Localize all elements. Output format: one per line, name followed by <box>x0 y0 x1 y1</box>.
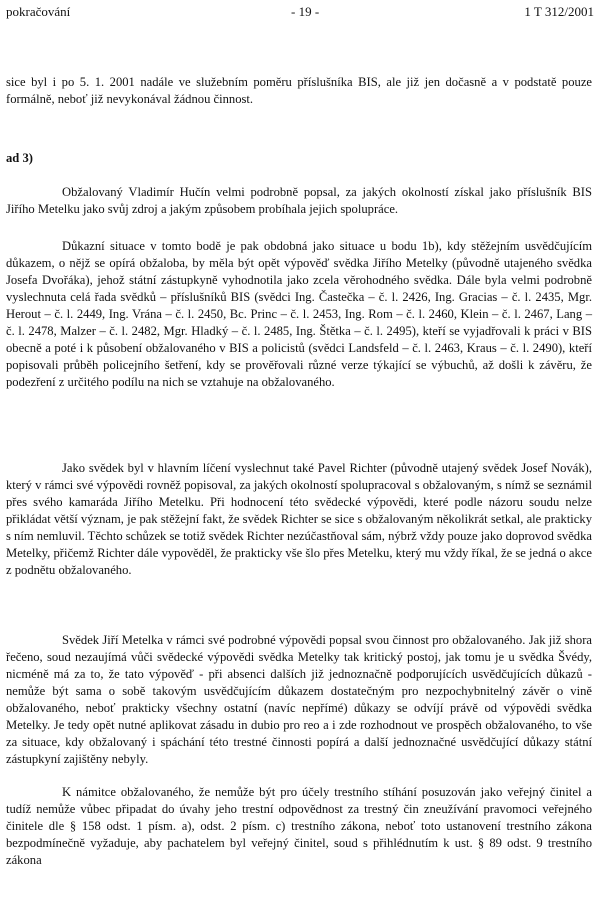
paragraph-1: Obžalovaný Vladimír Hučín velmi podrobně popsal, za jakých okolností získal jako příslušník BIS Jiřího Metelku jako svůj zdroj a jakým způsobem probíhala jejich spolupráce. <box>6 185 592 216</box>
paragraph-continuation: sice byl i po 5. 1. 2001 nadále ve služebním poměru příslušníka BIS, ale již jen dočasně a v podstatě pouze formálně, neboť již nevykonával žádnou činnost. <box>6 75 592 106</box>
paragraph-4: Svědek Jiří Metelka v rámci své podrobné výpovědi popsal svou činnost pro obžalovaného. Jak již shora řečeno, soud nezaujímá vůči svědecké výpovědi svědka Metelky tak kritický postoj, jak tomu je u svědka Švédy, nicméně má za to, že tato výpověď - při absenci dalších již jednoznačně podporujících usvědčujících důkazů - nemůže být sama o sobě takovým usvědčujícím důkazem dostatečným pro nezpochybnitelný závěr o vině obžalovaného, neboť prakticky všechny ostatní (navíc nepřímé) důkazy se odvíjí právě od výpovědi svědka Metelky. Je tedy opět nutné aplikovat zásadu in dubio pro reo a i zde rozhodnout ve prospěch obžalovaného, to vše za situace, kdy obžalovaný i spáchání této trestné činnosti popírá a další jednoznačné usvědčující důkazy státní zástupkyní zajištěny nebyly. <box>6 633 592 766</box>
paragraph-3: Jako svědek byl v hlavním líčení vyslechnut také Pavel Richter (původně utajený svědek Josef Novák), který v rámci své výpovědi rovněž popisoval, za jakých okolností spolupracoval s obžalovaným, s nímž se seznámil přes svého kamaráda Jiřího Metelku. Při hodnocení této svědecké výpovědi, které podle názoru soudu nelze přikládat větší význam, je pak stěžejní fakt, že svědek Richter se sice s obžalovaným několikrát setkal, ale prakticky s ním nemluvil. Těchto schůzek se totiž svědek Richter nezúčastňoval sám, nýbrž vždy pouze jako doprovod svědka Metelky, přičemž Richter dále vypověděl, že prakticky vše šlo přes Metelku, který mu vždy říkal, že se jedná o akce z podnětu obžalovaného. <box>6 461 592 577</box>
paragraph-2: Důkazní situace v tomto bodě je pak obdobná jako situace u bodu 1b), kdy stěžejním usvědčujícím důkazem, o nějž se opírá obžaloba, by měla být opět výpověď svědka Jiřího Metelky (původně utajeného svědka Josefa Dvořáka), jehož státní zástupkyně vyhodnotila jako zcela věrohodného svědka. Dále byla velmi podrobně vyslechnuta celá řada svědků – příslušníků BIS (svědci Ing. Častečka – č. l. 2426, Ing. Gracias – č. l. 2435, Mgr. Herout – č. l. 2449, Ing. Vrána – č. l. 2450, Bc. Princ – č. l. 2453, Ing. Rom – č. l. 2460, Klein – č. l. 2467, Lang – č. l. 2478, Malzer – č. l. 2482, Mgr. Hladký – č. l. 2485, Ing. Štětka – č. l. 2495), kteří se vyjadřovali k práci v BIS obecně a poté i k působení obžalovaného v BIS a policistů (svědci Landsfeld – č. l. 2463, Kraus – č. l. 2490), kteří popisovali průběh policejního šetření, kdy se prověřovali různé verze týkající se výbuchů, až došli k závěru, že podezření z určitého podílu na nich se vztahuje na obžalovaného. <box>6 239 592 389</box>
paragraph-5: K námitce obžalovaného, že nemůže být pro účely trestního stíhání posuzován jako veřejný činitel a tudíž nemůže vůbec připadat do úvahy jeho trestní odpovědnost za trestný čin zneužívání pravomoci veřejného činitele dle § 158 odst. 1 písm. a), odst. 2 písm. c) trestního zákona, neboť toto ustanovení trestního zákona bezpodmínečně vyžaduje, aby pachatelem byl veřejný činitel, soud s přihlédnutím k ust. § 89 odst. 9 trestního zákona <box>6 785 592 867</box>
header-continuation: pokračování <box>6 4 71 19</box>
page-number: - 19 - <box>291 4 320 19</box>
section-heading: ad 3) <box>6 151 33 165</box>
page-header <box>6 4 594 20</box>
case-number: 1 T 312/2001 <box>524 4 594 19</box>
